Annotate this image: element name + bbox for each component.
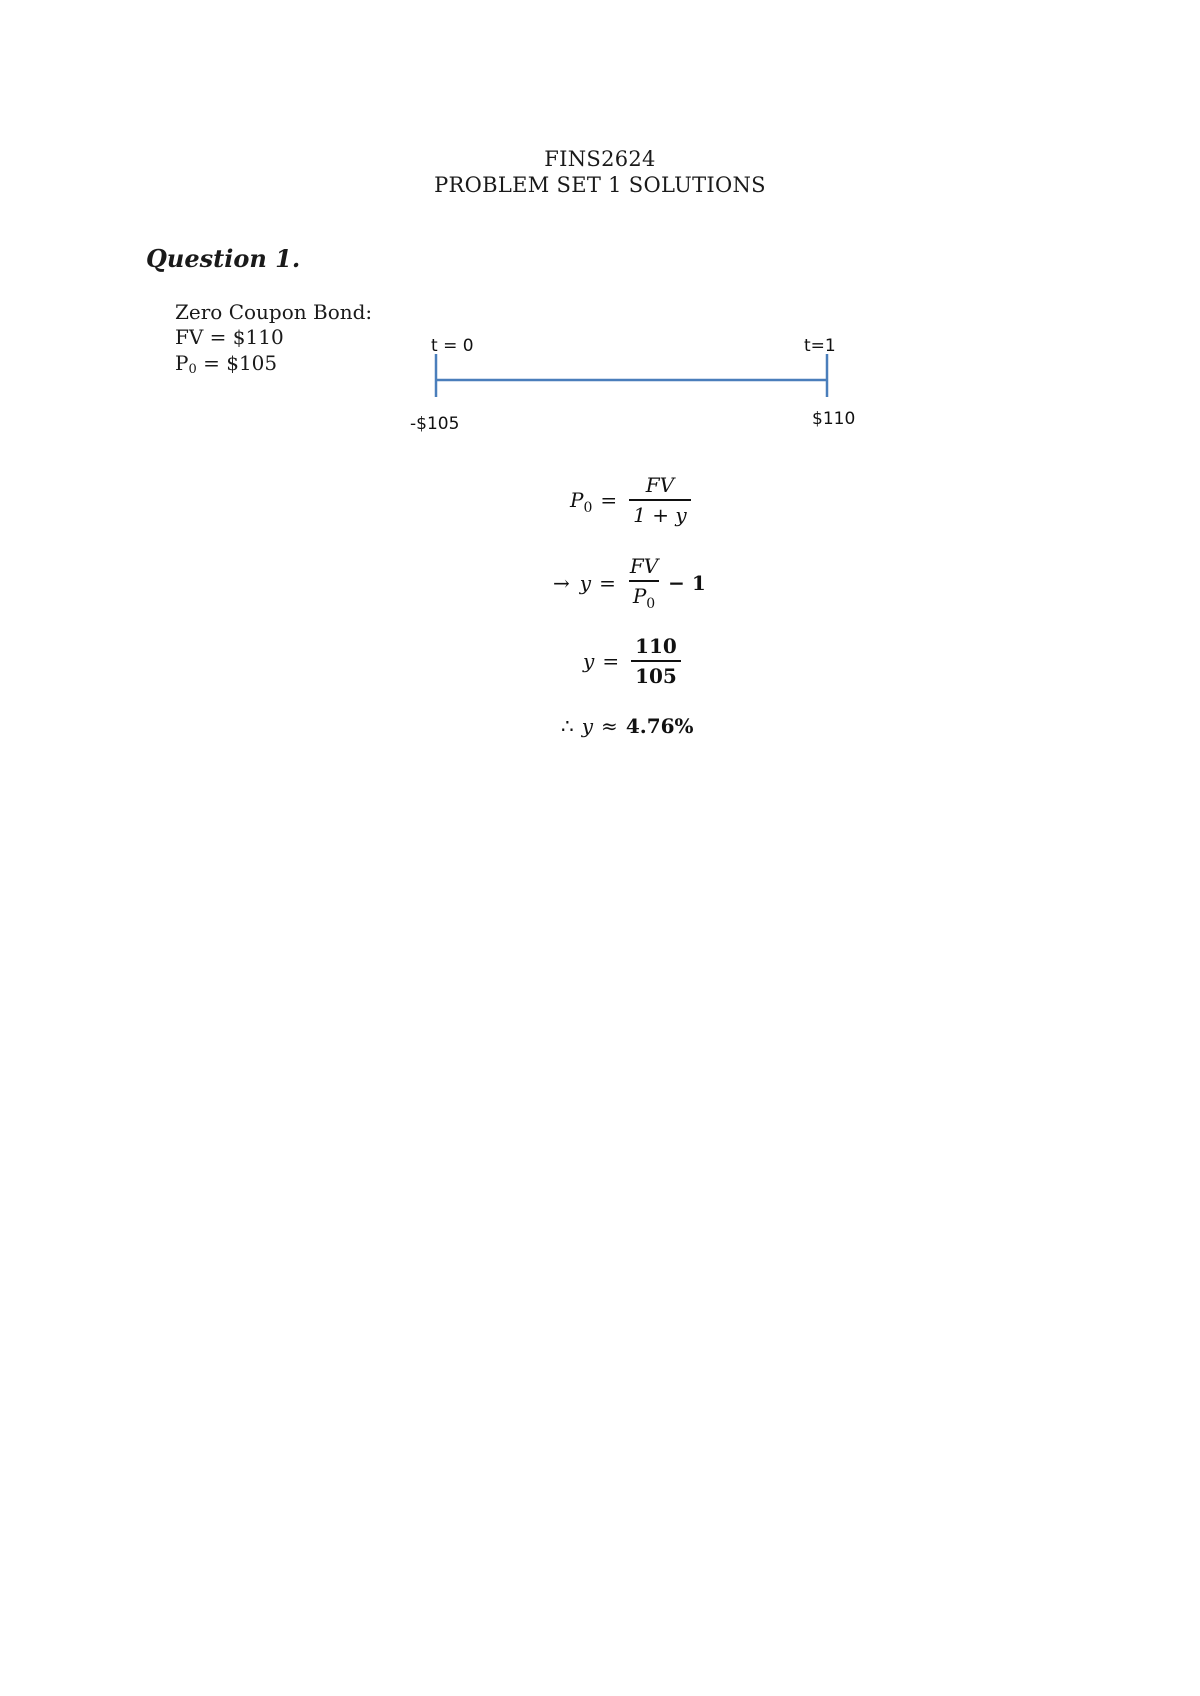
approx-symbol: ≈ (601, 714, 618, 738)
eq3-lhs: y (583, 649, 595, 673)
eq1-lhs: $P_0$ (570, 488, 593, 516)
eq1-numerator: FV (645, 473, 675, 497)
eq4-lhs: y (581, 714, 594, 738)
cash-flow-end: $110 (812, 409, 856, 429)
eq2-minus-one: − 1 (668, 570, 706, 595)
question-heading: Question 1. (146, 244, 301, 273)
equation-price-formula (570, 473, 695, 527)
p0-value: = $105 (196, 351, 278, 375)
equation-yield-values (583, 634, 685, 688)
arrow-symbol: → (553, 570, 570, 595)
eq2-numerator: FV (629, 554, 659, 578)
document-title: PROBLEM SET 1 SOLUTIONS (434, 173, 766, 197)
timeline-diagram (430, 352, 830, 400)
eq1-denominator: 1 + y (629, 499, 691, 527)
therefore-symbol: ∴ (561, 714, 574, 738)
eq2-lhs: y (579, 570, 592, 595)
cash-flow-start: -$105 (410, 414, 460, 434)
bond-type: Zero Coupon Bond: (175, 300, 373, 324)
eq1-fraction (629, 473, 691, 527)
eq2-fraction (626, 554, 662, 611)
eq2-denominator: $P_0$ (629, 580, 659, 611)
p0-symbol: P (175, 351, 189, 375)
eq2-equals: = (599, 570, 616, 595)
timeline-start-label: t = 0 (431, 336, 474, 356)
yield-result: 4.76% (625, 714, 694, 738)
present-price (175, 351, 277, 379)
eq1-equals: = (600, 488, 618, 512)
eq3-denominator: 105 (631, 660, 681, 688)
eq3-fraction (631, 634, 681, 688)
eq3-equals: = (602, 649, 620, 673)
eq3-numerator: 110 (635, 634, 677, 658)
face-value: FV = $110 (175, 325, 284, 349)
timeline-end-label: t=1 (804, 336, 836, 356)
equation-yield-rearranged (553, 554, 706, 611)
p0-subscript: 0 (188, 362, 197, 377)
course-code: FINS2624 (544, 147, 656, 171)
equation-result (561, 714, 694, 738)
